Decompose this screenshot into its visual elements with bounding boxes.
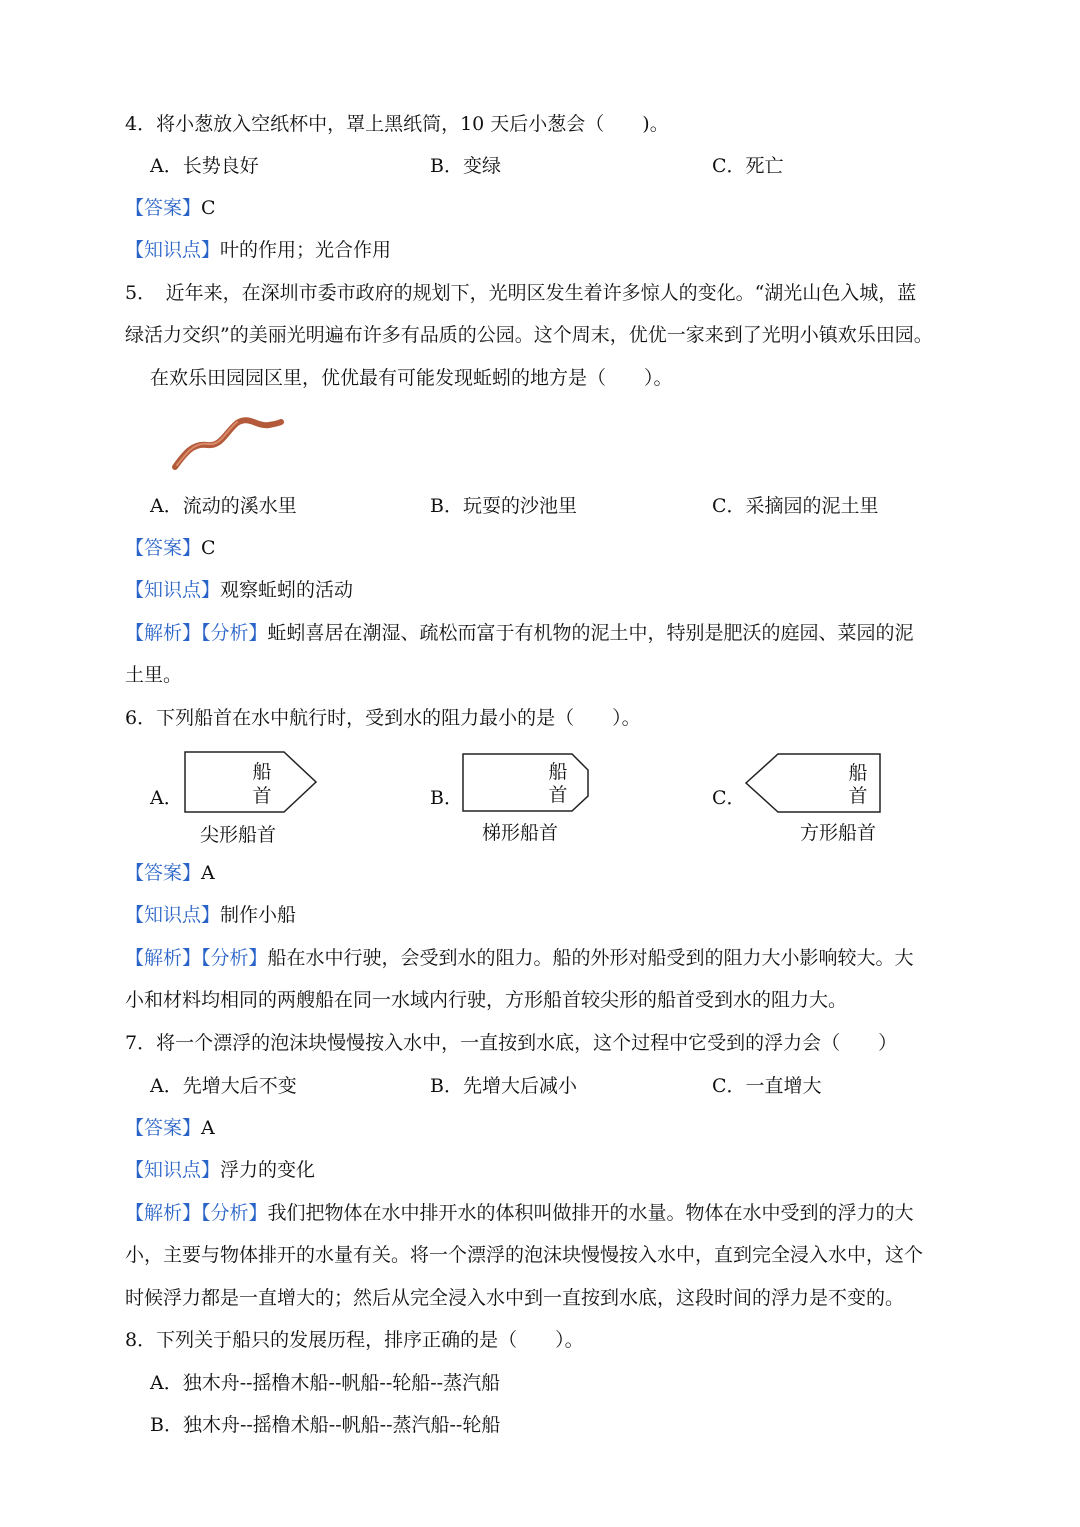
q5-question-line1: 5． 近年来，在深圳市委市政府的规划下，光明区发生着许多惊人的变化。“湖光山色入城，蓝 bbox=[125, 282, 917, 304]
knowledge-tag: 【知识点】 bbox=[125, 239, 221, 261]
q6-knowledge-point bbox=[125, 903, 296, 927]
q4-option-a: A．长势良好 bbox=[150, 155, 259, 177]
q6-caption-a: 尖形船首 bbox=[200, 824, 277, 846]
q5-analysis-line2: 土里。 bbox=[125, 664, 183, 686]
earthworm-body bbox=[175, 420, 281, 467]
answer-value: C bbox=[201, 197, 216, 219]
trapezoid-bow-diagram bbox=[462, 752, 594, 814]
q7-question: 7．将一个漂浮的泡沫块慢慢按入水中，一直按到水底，这个过程中它受到的浮力会（ ） bbox=[125, 1032, 898, 1054]
knowledge-tag: 【知识点】 bbox=[125, 579, 221, 601]
q6-caption-b: 梯形船首 bbox=[482, 822, 559, 844]
q6-option-a-letter: A． bbox=[150, 787, 183, 809]
analysis-text: 船在水中行驶，会受到水的阻力。船的外形对船受到的阻力大小影响较大。大 bbox=[267, 947, 914, 969]
q5-analysis-line1 bbox=[125, 621, 914, 645]
answer-tag: 【答案】 bbox=[125, 197, 202, 219]
q5-option-c: C．采摘园的泥土里 bbox=[712, 495, 879, 517]
q6-option-c-letter: C． bbox=[712, 787, 746, 809]
q5-option-b: B．玩耍的沙池里 bbox=[430, 495, 577, 517]
knowledge-tag: 【知识点】 bbox=[125, 1159, 221, 1181]
q4-knowledge-point bbox=[125, 238, 391, 262]
q8-option-b: B．独木舟--摇橹术船--帆船--蒸汽船--轮船 bbox=[150, 1414, 501, 1436]
answer-value: A bbox=[201, 862, 215, 884]
bow-label-top: 船 bbox=[548, 761, 568, 783]
bow-label-top: 船 bbox=[252, 761, 272, 783]
q8-option-a: A．独木舟--摇橹木船--帆船--轮船--蒸汽船 bbox=[150, 1372, 501, 1394]
q8-question: 8．下列关于船只的发展历程，排序正确的是（ ）。 bbox=[125, 1329, 584, 1351]
analysis-text: 我们把物体在水中排开水的体积叫做排开的水量。物体在水中受到的浮力的大 bbox=[267, 1202, 914, 1224]
q4-option-c: C．死亡 bbox=[712, 155, 784, 177]
q7-answer bbox=[125, 1116, 215, 1140]
bow-label-bottom: 首 bbox=[252, 785, 272, 807]
earthworm-illustration bbox=[165, 405, 290, 480]
q6-analysis-line1 bbox=[125, 946, 914, 970]
knowledge-value: 浮力的变化 bbox=[220, 1159, 316, 1181]
bow-label-bottom: 首 bbox=[848, 785, 868, 807]
q6-option-b-letter: B． bbox=[430, 787, 463, 809]
analysis-tag: 【解析】【分析】 bbox=[125, 947, 268, 969]
q6-answer bbox=[125, 861, 215, 885]
q6-caption-c: 方形船首 bbox=[800, 822, 877, 844]
knowledge-tag: 【知识点】 bbox=[125, 904, 221, 926]
q7-option-b: B．先增大后减小 bbox=[430, 1075, 577, 1097]
analysis-tag: 【解析】【分析】 bbox=[125, 622, 268, 644]
analysis-tag: 【解析】【分析】 bbox=[125, 1202, 268, 1224]
answer-value: C bbox=[201, 537, 216, 559]
pointed-bow-diagram bbox=[184, 750, 324, 816]
bow-label-bottom: 首 bbox=[548, 784, 568, 806]
q4-question: 4．将小葱放入空纸杯中，罩上黑纸筒，10 天后小葱会（ )。 bbox=[125, 113, 669, 135]
knowledge-value: 制作小船 bbox=[220, 904, 297, 926]
knowledge-value: 观察蚯蚓的活动 bbox=[220, 579, 354, 601]
q7-option-c: C．一直增大 bbox=[712, 1075, 822, 1097]
q7-analysis-line2: 小，主要与物体排开的水量有关。将一个漂浮的泡沫块慢慢按入水中，直到完全浸入水中，这个 bbox=[125, 1244, 924, 1266]
bow-label-top: 船 bbox=[848, 762, 868, 784]
q5-question-line2: 绿活力交织”的美丽光明遍布许多有品质的公园。这个周末，优优一家来到了光明小镇欢乐田园。 bbox=[125, 324, 933, 346]
q6-analysis-line2: 小和材料均相同的两艘船在同一水域内行驶，方形船首较尖形的船首受到水的阻力大。 bbox=[125, 989, 848, 1011]
analysis-text: 蚯蚓喜居在潮湿、疏松而富于有机物的泥土中，特别是肥沃的庭园、菜园的泥 bbox=[267, 622, 914, 644]
answer-value: A bbox=[201, 1117, 215, 1139]
q5-question-line3: 在欢乐田园园区里，优优最有可能发现蚯蚓的地方是（ ）。 bbox=[150, 367, 673, 389]
q7-analysis-line3: 时候浮力都是一直增大的；然后从完全浸入水中到一直按到水底，这段时间的浮力是不变的。 bbox=[125, 1287, 905, 1309]
q7-knowledge-point bbox=[125, 1158, 315, 1182]
q4-option-b: B．变绿 bbox=[430, 155, 501, 177]
q7-option-a: A．先增大后不变 bbox=[150, 1075, 297, 1097]
knowledge-value: 叶的作用；光合作用 bbox=[220, 239, 392, 261]
square-bow-diagram bbox=[744, 752, 884, 816]
q7-analysis-line1 bbox=[125, 1201, 914, 1225]
answer-tag: 【答案】 bbox=[125, 1117, 202, 1139]
answer-tag: 【答案】 bbox=[125, 537, 202, 559]
q5-knowledge-point bbox=[125, 578, 353, 602]
q4-answer bbox=[125, 196, 216, 220]
q6-question: 6．下列船首在水中航行时，受到水的阻力最小的是（ ）。 bbox=[125, 707, 641, 729]
q5-option-a: A．流动的溪水里 bbox=[150, 495, 297, 517]
answer-tag: 【答案】 bbox=[125, 862, 202, 884]
q5-answer bbox=[125, 536, 216, 560]
